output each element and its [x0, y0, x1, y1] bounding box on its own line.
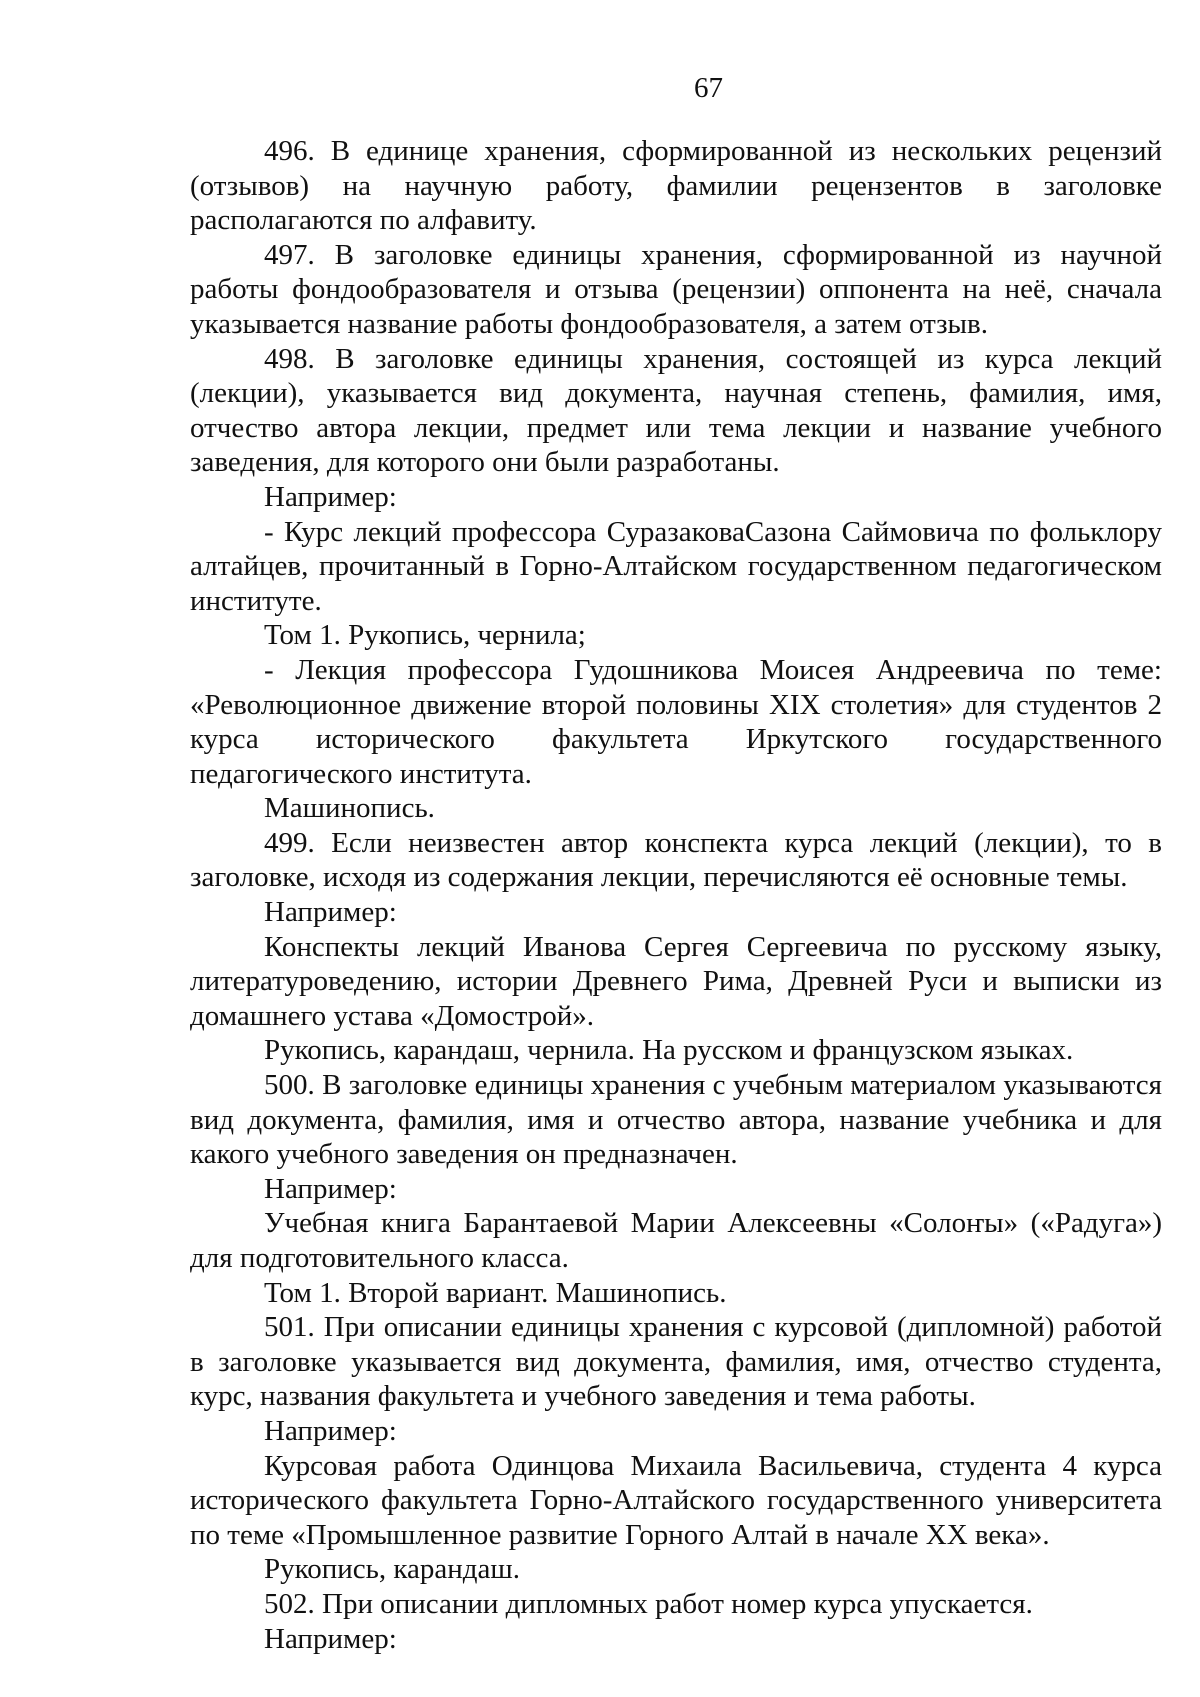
paragraph-498: 498. В заголовке единицы хранения, состоящей из курса лекций (лекции), указывается вид документа, научная степень, фамилия, имя, отчество автора лекции, предмет или тема лекции и название учебного заведения, для которого они были разработаны.	[190, 342, 1162, 479]
page-number: 67	[694, 72, 723, 104]
example-label: Например:	[264, 1172, 397, 1205]
paragraph-501: 501. При описании единицы хранения с курсовой (дипломной) работой в заголовке указывается вид документа, фамилия, имя, отчество студента, курс, названия факультета и учебного заведения и тема работы.	[190, 1311, 1162, 1413]
example-text: - Курс лекций профессора СуразаковаСазона Саймовича по фольклору алтайцев, прочитанный в Горно-Алтайском государственном педагогическом институте.	[190, 515, 1162, 617]
example-text: Курсовая работа Одинцова Михаила Васильевича, студента 4 курса исторического факультета Горно-Алтайского государственного университета по теме «Промышленное развитие Горного Алтай в начале XX века».	[190, 1449, 1162, 1551]
example-text: Конспекты лекций Иванова Сергея Сергеевича по русскому языку, литературоведению, истории Древнего Рима, Древней Руси и выписки из домашнего устава «Домострой».	[190, 930, 1162, 1032]
example-note: Машинопись.	[264, 792, 435, 825]
paragraph-502: 502. При описании дипломных работ номер курса упускается.	[264, 1587, 1033, 1620]
example-note: Рукопись, карандаш, чернила. На русском и французском языках.	[264, 1034, 1074, 1067]
paragraph-499: 499. Если неизвестен автор конспекта курса лекций (лекции), то в заголовке, исходя из содержания лекции, перечисляются её основные темы.	[190, 826, 1162, 894]
example-note: Рукопись, карандаш.	[264, 1553, 521, 1586]
paragraph-500: 500. В заголовке единицы хранения с учебным материалом указываются вид документа, фамилия, имя и отчество автора, название учебника и для какого учебного заведения он предназначен.	[190, 1069, 1162, 1171]
example-text: Учебная книга Барантаевой Марии Алексеевны «Солоҥы» («Радуга») для подготовительного класса.	[190, 1207, 1162, 1274]
example-note: Том 1. Второй вариант. Машинопись.	[264, 1276, 727, 1309]
example-note: Том 1. Рукопись, чернила;	[264, 619, 586, 652]
paragraph-497: 497. В заголовке единицы хранения, сформированной из научной работы фондообразователя и отзыва (рецензии) оппонента на неё, сначала указывается название работы фондообразователя, а затем отзыв.	[190, 238, 1162, 340]
example-label: Например:	[264, 1414, 397, 1447]
example-label: Например:	[264, 1622, 397, 1655]
example-text: - Лекция профессора Гудошникова Моисея Андреевича по теме: «Революционное движение второй половины XIX столетия» для студентов 2 курса исторического факультета Иркутского государственного педагогического института.	[190, 653, 1162, 790]
body-text	[190, 134, 1162, 1656]
paragraph-496: 496. В единице хранения, сформированной из нескольких рецензий (отзывов) на научную работу, фамилии рецензентов в заголовке располагаются по алфавиту.	[190, 135, 1162, 237]
example-label: Например:	[264, 896, 397, 929]
example-label: Например:	[264, 480, 397, 513]
